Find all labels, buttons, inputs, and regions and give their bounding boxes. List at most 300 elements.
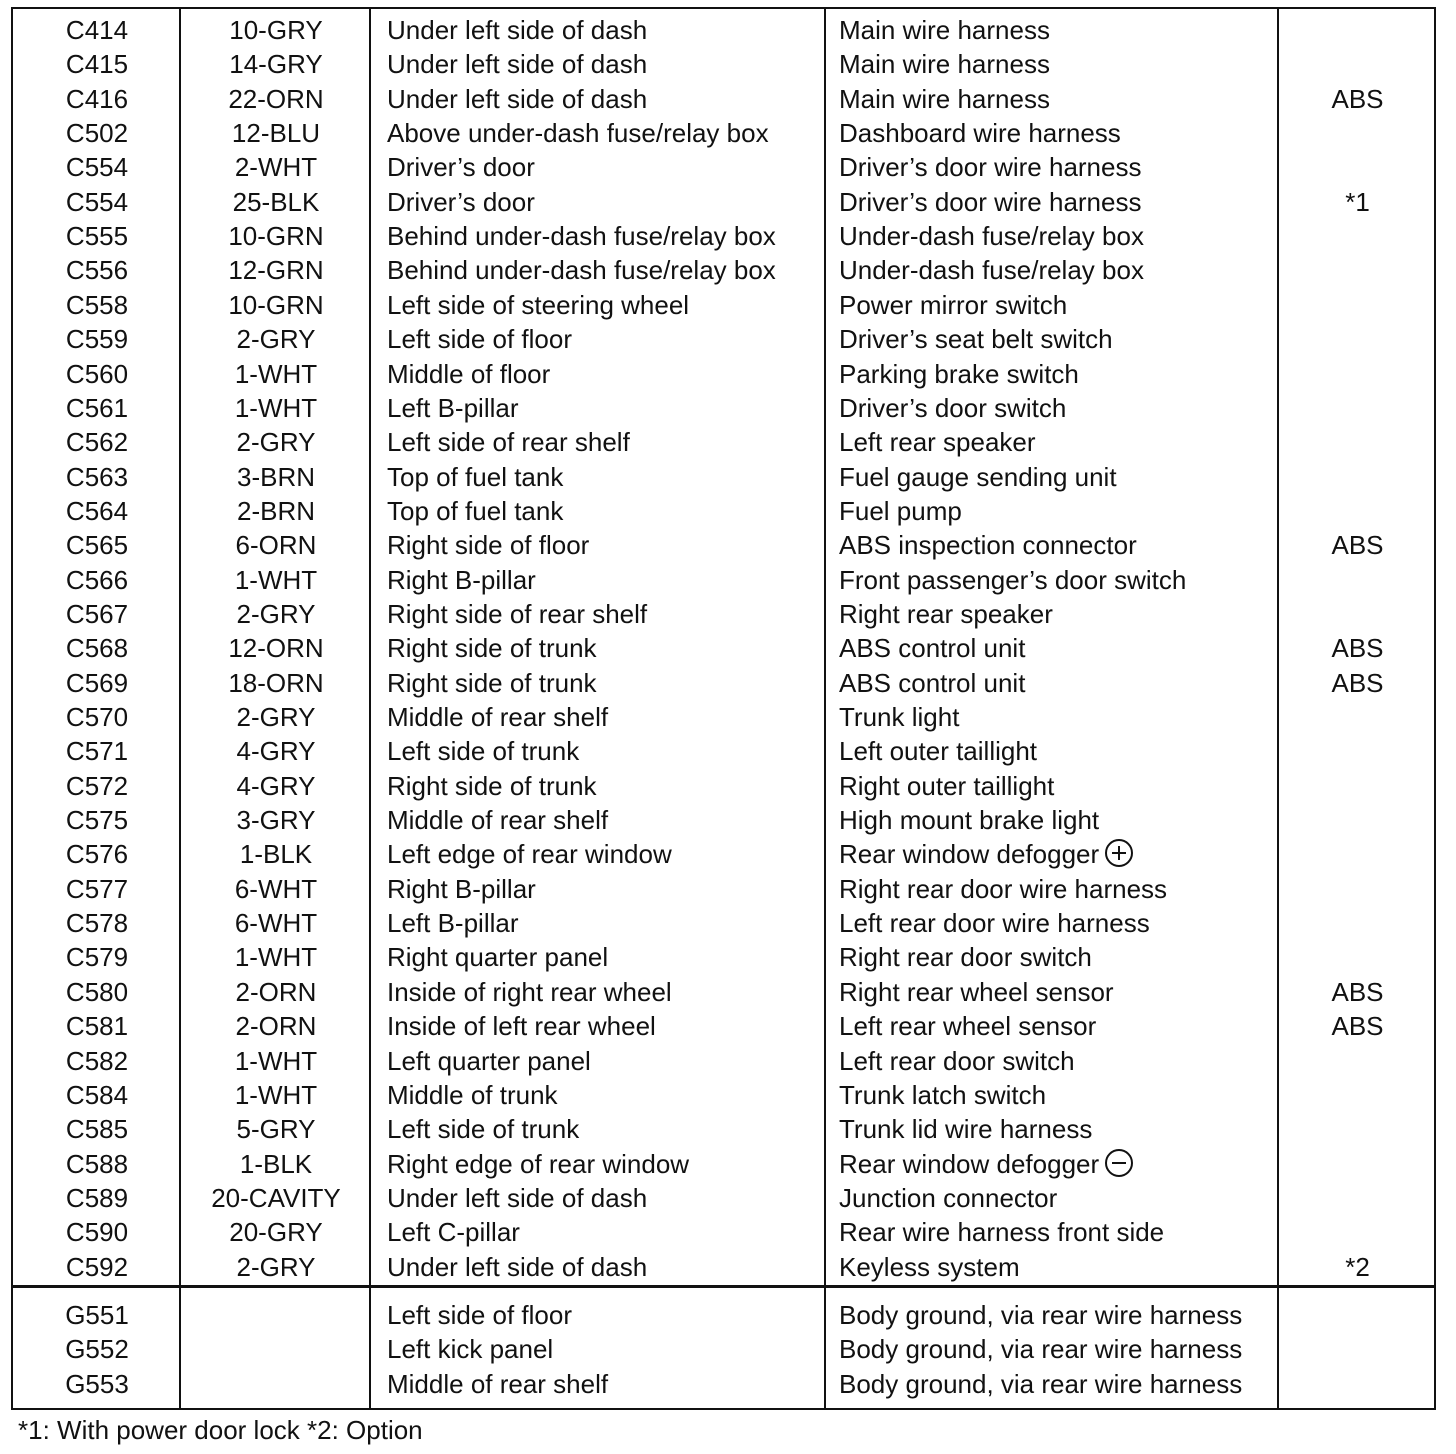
pin-color-cell bbox=[181, 1215, 371, 1249]
connector-id-text: C584 bbox=[65, 1079, 129, 1110]
location-cell bbox=[387, 1078, 827, 1112]
location-text: Middle of trunk bbox=[387, 1079, 558, 1110]
connector-id-text: C576 bbox=[65, 839, 129, 870]
pin-color-text: 14-GRY bbox=[229, 49, 323, 80]
connector-id-cell bbox=[13, 460, 181, 494]
connector-id-cell bbox=[13, 288, 181, 322]
component-cell bbox=[839, 1009, 1279, 1043]
note-cell bbox=[1279, 837, 1436, 871]
component-cell bbox=[839, 1298, 1279, 1332]
component-text: Junction connector bbox=[839, 1182, 1058, 1213]
note-cell bbox=[1279, 1367, 1436, 1401]
pin-color-text: 10-GRN bbox=[228, 289, 324, 320]
table-row bbox=[13, 494, 1434, 528]
location-text: Middle of rear shelf bbox=[387, 1368, 609, 1399]
pin-color-text: 12-GRN bbox=[228, 255, 324, 286]
connector-id-cell bbox=[13, 906, 181, 940]
connector-id-cell bbox=[13, 700, 181, 734]
location-text: Above under-dash fuse/relay box bbox=[387, 118, 769, 149]
table-row bbox=[13, 837, 1434, 871]
location-cell bbox=[387, 1215, 827, 1249]
note-cell bbox=[1279, 116, 1436, 150]
location-text: Left B-pillar bbox=[387, 908, 519, 939]
location-cell bbox=[387, 47, 827, 81]
location-cell bbox=[387, 1112, 827, 1146]
note-text: ABS bbox=[1331, 667, 1384, 698]
location-cell bbox=[387, 769, 827, 803]
pin-color-cell bbox=[181, 837, 371, 871]
connector-id-text: C502 bbox=[65, 118, 129, 149]
connector-id-cell bbox=[13, 1009, 181, 1043]
pin-color-cell bbox=[181, 253, 371, 287]
table-row bbox=[13, 803, 1434, 837]
location-cell bbox=[387, 734, 827, 768]
location-text: Under left side of dash bbox=[387, 15, 648, 45]
table-row bbox=[13, 1298, 1434, 1332]
pin-color-text: 4-GRY bbox=[236, 770, 316, 801]
note-cell bbox=[1279, 185, 1436, 219]
connector-id-text: C569 bbox=[65, 667, 129, 698]
component-text: ABS control unit bbox=[839, 633, 1026, 664]
component-text: Main wire harness bbox=[839, 83, 1050, 114]
table-row bbox=[13, 631, 1434, 665]
table-row bbox=[13, 1112, 1434, 1146]
component-text: Trunk lid wire harness bbox=[839, 1114, 1093, 1145]
note-cell bbox=[1279, 288, 1436, 322]
component-text: Fuel pump bbox=[839, 495, 962, 526]
connector-id-cell bbox=[13, 597, 181, 631]
note-text: ABS bbox=[1331, 1011, 1384, 1042]
component-text: Right rear speaker bbox=[839, 598, 1053, 629]
location-text: Left C-pillar bbox=[387, 1217, 520, 1248]
pin-color-text: 3-BRN bbox=[236, 461, 315, 492]
component-cell bbox=[839, 116, 1279, 150]
note-cell bbox=[1279, 322, 1436, 356]
location-cell bbox=[387, 563, 827, 597]
component-cell bbox=[839, 47, 1279, 81]
location-cell bbox=[387, 666, 827, 700]
connector-id-text: C577 bbox=[65, 873, 129, 904]
pin-color-cell bbox=[181, 322, 371, 356]
pin-color-cell bbox=[181, 82, 371, 116]
table-row bbox=[13, 185, 1434, 219]
note-text: *2 bbox=[1345, 1251, 1370, 1282]
connector-id-text: C572 bbox=[65, 770, 129, 801]
circled-minus-icon bbox=[1105, 1149, 1133, 1177]
connector-id-cell bbox=[13, 631, 181, 665]
component-text: Fuel gauge sending unit bbox=[839, 461, 1117, 492]
pin-color-cell bbox=[181, 150, 371, 184]
location-text: Left side of floor bbox=[387, 1300, 572, 1330]
pin-color-cell bbox=[181, 13, 371, 47]
pin-color-text: 2-GRY bbox=[236, 427, 316, 458]
connector-id-text: C589 bbox=[65, 1182, 129, 1213]
location-text: Middle of rear shelf bbox=[387, 702, 609, 732]
connector-id-text: C592 bbox=[65, 1251, 129, 1282]
connector-id-text: C570 bbox=[65, 702, 129, 732]
location-cell bbox=[387, 837, 827, 871]
component-text: ABS control unit bbox=[839, 667, 1026, 698]
connector-id-cell bbox=[13, 1147, 181, 1181]
note-cell bbox=[1279, 47, 1436, 81]
connector-id-cell bbox=[13, 769, 181, 803]
location-cell bbox=[387, 872, 827, 906]
pin-color-text: 1-WHT bbox=[234, 392, 318, 423]
location-text: Left side of floor bbox=[387, 324, 572, 355]
pin-color-text: 1-WHT bbox=[234, 1079, 318, 1110]
component-cell bbox=[839, 837, 1279, 871]
connector-id-text: G553 bbox=[65, 1368, 129, 1399]
connector-id-cell bbox=[13, 872, 181, 906]
location-cell bbox=[387, 116, 827, 150]
location-cell bbox=[387, 150, 827, 184]
table-row bbox=[13, 1078, 1434, 1112]
table-row bbox=[13, 47, 1434, 81]
component-text: Under-dash fuse/relay box bbox=[839, 255, 1144, 286]
pin-color-cell bbox=[181, 975, 371, 1009]
note-text: ABS bbox=[1331, 83, 1384, 114]
connector-id-cell bbox=[13, 116, 181, 150]
connector-id-cell bbox=[13, 803, 181, 837]
location-cell bbox=[387, 700, 827, 734]
pin-color-text: 6-ORN bbox=[235, 530, 317, 561]
note-text: ABS bbox=[1331, 976, 1384, 1007]
connector-id-text: C582 bbox=[65, 1045, 129, 1076]
note-cell bbox=[1279, 391, 1436, 425]
location-text: Under left side of dash bbox=[387, 1182, 648, 1213]
component-text: Trunk light bbox=[839, 702, 960, 732]
connector-id-text: C581 bbox=[65, 1011, 129, 1042]
component-cell bbox=[839, 1181, 1279, 1215]
pin-color-cell bbox=[181, 47, 371, 81]
component-cell bbox=[839, 563, 1279, 597]
connector-id-text: C578 bbox=[65, 908, 129, 939]
location-cell bbox=[387, 940, 827, 974]
connector-id-cell bbox=[13, 425, 181, 459]
table-row bbox=[13, 734, 1434, 768]
note-cell bbox=[1279, 13, 1436, 47]
location-text: Right side of rear shelf bbox=[387, 598, 648, 629]
note-cell bbox=[1279, 940, 1436, 974]
component-cell bbox=[839, 1147, 1279, 1181]
component-cell bbox=[839, 391, 1279, 425]
footnote: *1: With power door lock *2: Option bbox=[18, 1415, 423, 1445]
component-cell bbox=[839, 631, 1279, 665]
component-cell bbox=[839, 460, 1279, 494]
pin-color-text: 22-ORN bbox=[228, 83, 324, 114]
location-cell bbox=[387, 82, 827, 116]
component-text: Front passenger’s door switch bbox=[839, 564, 1187, 595]
connector-id-text: C579 bbox=[65, 942, 129, 973]
connector-id-cell bbox=[13, 666, 181, 700]
component-text: Right rear wheel sensor bbox=[839, 976, 1114, 1007]
location-text: Right side of floor bbox=[387, 530, 590, 561]
location-cell bbox=[387, 1332, 827, 1366]
pin-color-cell bbox=[181, 1298, 371, 1332]
connector-id-cell bbox=[13, 1298, 181, 1332]
table-row bbox=[13, 82, 1434, 116]
component-text: Left outer taillight bbox=[839, 736, 1038, 767]
pin-color-text: 10-GRN bbox=[228, 221, 324, 252]
component-text: Left rear speaker bbox=[839, 427, 1036, 458]
component-cell bbox=[839, 597, 1279, 631]
connector-id-cell bbox=[13, 1112, 181, 1146]
location-text: Driver’s door bbox=[387, 152, 535, 183]
connector-id-cell bbox=[13, 1367, 181, 1401]
note-cell bbox=[1279, 253, 1436, 287]
connector-id-cell bbox=[13, 1332, 181, 1366]
pin-color-cell bbox=[181, 1009, 371, 1043]
connector-id-text: C575 bbox=[65, 805, 129, 836]
table-row bbox=[13, 597, 1434, 631]
pin-color-text: 2-ORN bbox=[235, 976, 317, 1007]
connector-table bbox=[11, 7, 1436, 1410]
location-text: Left kick panel bbox=[387, 1334, 554, 1365]
component-cell bbox=[839, 906, 1279, 940]
location-cell bbox=[387, 1367, 827, 1401]
connector-id-text: C561 bbox=[65, 392, 129, 423]
pin-color-cell bbox=[181, 1147, 371, 1181]
pin-color-text: 2-BRN bbox=[236, 495, 315, 526]
note-cell bbox=[1279, 734, 1436, 768]
component-cell bbox=[839, 13, 1279, 47]
connector-id-cell bbox=[13, 185, 181, 219]
component-text: Driver’s door switch bbox=[839, 392, 1067, 423]
table-row bbox=[13, 253, 1434, 287]
pin-color-cell bbox=[181, 1250, 371, 1284]
location-cell bbox=[387, 597, 827, 631]
location-cell bbox=[387, 425, 827, 459]
component-text: ABS inspection connector bbox=[839, 530, 1137, 561]
note-cell bbox=[1279, 1147, 1436, 1181]
table-row bbox=[13, 1147, 1434, 1181]
connector-id-text: C563 bbox=[65, 461, 129, 492]
connector-id-cell bbox=[13, 322, 181, 356]
connector-id-cell bbox=[13, 494, 181, 528]
location-cell bbox=[387, 253, 827, 287]
note-cell bbox=[1279, 425, 1436, 459]
pin-color-text: 2-GRY bbox=[236, 1251, 316, 1282]
connector-id-text: C567 bbox=[65, 598, 129, 629]
table-row bbox=[13, 425, 1434, 459]
component-cell bbox=[839, 1215, 1279, 1249]
location-text: Left side of rear shelf bbox=[387, 427, 630, 458]
location-cell bbox=[387, 13, 827, 47]
location-cell bbox=[387, 219, 827, 253]
pin-color-text: 10-GRY bbox=[229, 15, 323, 45]
component-text: Keyless system bbox=[839, 1251, 1020, 1282]
location-text: Left side of trunk bbox=[387, 736, 580, 767]
location-cell bbox=[387, 528, 827, 562]
table-row bbox=[13, 13, 1434, 47]
connector-id-text: C580 bbox=[65, 976, 129, 1007]
table-row bbox=[13, 1332, 1434, 1366]
connector-id-cell bbox=[13, 837, 181, 871]
connector-id-text: C556 bbox=[65, 255, 129, 286]
note-cell bbox=[1279, 1332, 1436, 1366]
location-cell bbox=[387, 185, 827, 219]
note-cell bbox=[1279, 1181, 1436, 1215]
connector-id-cell bbox=[13, 975, 181, 1009]
location-text: Inside of right rear wheel bbox=[387, 976, 672, 1007]
note-cell bbox=[1279, 1250, 1436, 1284]
connector-id-cell bbox=[13, 47, 181, 81]
note-cell bbox=[1279, 1298, 1436, 1332]
connector-id-text: C416 bbox=[65, 83, 129, 114]
pin-color-text: 5-GRY bbox=[236, 1114, 316, 1145]
pin-color-cell bbox=[181, 563, 371, 597]
note-cell bbox=[1279, 666, 1436, 700]
connector-id-cell bbox=[13, 563, 181, 597]
location-text: Top of fuel tank bbox=[387, 461, 564, 492]
note-cell bbox=[1279, 82, 1436, 116]
pin-color-text: 1-WHT bbox=[234, 1045, 318, 1076]
component-text: Trunk latch switch bbox=[839, 1079, 1047, 1110]
note-cell bbox=[1279, 872, 1436, 906]
component-text: Rear window defogger bbox=[839, 1148, 1100, 1179]
component-text: Driver’s door wire harness bbox=[839, 186, 1142, 217]
location-cell bbox=[387, 906, 827, 940]
pin-color-text: 18-ORN bbox=[228, 667, 324, 698]
note-cell bbox=[1279, 528, 1436, 562]
component-cell bbox=[839, 1332, 1279, 1366]
component-cell bbox=[839, 872, 1279, 906]
pin-color-cell bbox=[181, 940, 371, 974]
location-text: Driver’s door bbox=[387, 186, 535, 217]
component-text: Main wire harness bbox=[839, 15, 1050, 45]
connector-id-text: C588 bbox=[65, 1148, 129, 1179]
note-cell bbox=[1279, 460, 1436, 494]
connector-id-text: C585 bbox=[65, 1114, 129, 1145]
pin-color-cell bbox=[181, 425, 371, 459]
component-cell bbox=[839, 803, 1279, 837]
pin-color-cell bbox=[181, 769, 371, 803]
connector-id-cell bbox=[13, 734, 181, 768]
pin-color-text: 12-ORN bbox=[228, 633, 324, 664]
table-row bbox=[13, 700, 1434, 734]
component-text: Left rear wheel sensor bbox=[839, 1011, 1097, 1042]
connector-id-cell bbox=[13, 1215, 181, 1249]
table-row bbox=[13, 1215, 1434, 1249]
table-row bbox=[13, 1367, 1434, 1401]
pin-color-cell bbox=[181, 597, 371, 631]
component-cell bbox=[839, 253, 1279, 287]
connector-id-cell bbox=[13, 150, 181, 184]
component-text: Parking brake switch bbox=[839, 358, 1079, 389]
note-cell bbox=[1279, 357, 1436, 391]
connector-id-text: C554 bbox=[65, 186, 129, 217]
location-text: Under left side of dash bbox=[387, 49, 648, 80]
component-text: Right outer taillight bbox=[839, 770, 1055, 801]
location-text: Right B-pillar bbox=[387, 564, 536, 595]
connector-id-text: C555 bbox=[65, 221, 129, 252]
note-text: *1 bbox=[1345, 186, 1370, 217]
component-text: Body ground, via rear wire harness bbox=[839, 1334, 1243, 1365]
location-text: Left B-pillar bbox=[387, 392, 519, 423]
component-text: Power mirror switch bbox=[839, 289, 1068, 320]
location-text: Right quarter panel bbox=[387, 942, 609, 973]
table-row bbox=[13, 563, 1434, 597]
table-row bbox=[13, 1044, 1434, 1078]
pin-color-cell bbox=[181, 906, 371, 940]
location-cell bbox=[387, 1147, 827, 1181]
component-cell bbox=[839, 528, 1279, 562]
pin-color-cell bbox=[181, 803, 371, 837]
connector-id-text: C554 bbox=[65, 152, 129, 183]
pin-color-cell bbox=[181, 460, 371, 494]
pin-color-cell bbox=[181, 734, 371, 768]
component-cell bbox=[839, 425, 1279, 459]
connector-id-text: C565 bbox=[65, 530, 129, 561]
component-text: Body ground, via rear wire harness bbox=[839, 1368, 1243, 1399]
note-cell bbox=[1279, 563, 1436, 597]
component-text: Dashboard wire harness bbox=[839, 118, 1121, 149]
component-cell bbox=[839, 494, 1279, 528]
pin-color-cell bbox=[181, 391, 371, 425]
pin-color-text: 2-GRY bbox=[236, 702, 316, 732]
component-text: High mount brake light bbox=[839, 805, 1100, 836]
location-text: Left side of trunk bbox=[387, 1114, 580, 1145]
section-divider bbox=[13, 1285, 1434, 1288]
connector-id-cell bbox=[13, 1250, 181, 1284]
pin-color-cell bbox=[181, 700, 371, 734]
table-row bbox=[13, 460, 1434, 494]
note-cell bbox=[1279, 1009, 1436, 1043]
location-cell bbox=[387, 1009, 827, 1043]
note-cell bbox=[1279, 150, 1436, 184]
location-cell bbox=[387, 391, 827, 425]
connector-id-cell bbox=[13, 528, 181, 562]
connector-id-text: C566 bbox=[65, 564, 129, 595]
note-cell bbox=[1279, 700, 1436, 734]
pin-color-text: 2-GRY bbox=[236, 324, 316, 355]
table-row bbox=[13, 975, 1434, 1009]
table-row bbox=[13, 528, 1434, 562]
note-text: ABS bbox=[1331, 530, 1384, 561]
component-cell bbox=[839, 185, 1279, 219]
location-cell bbox=[387, 803, 827, 837]
note-cell bbox=[1279, 494, 1436, 528]
pin-color-cell bbox=[181, 666, 371, 700]
pin-color-cell bbox=[181, 219, 371, 253]
connector-id-text: C571 bbox=[65, 736, 129, 767]
component-cell bbox=[839, 1250, 1279, 1284]
pin-color-cell bbox=[181, 528, 371, 562]
note-cell bbox=[1279, 1215, 1436, 1249]
pin-color-text: 20-CAVITY bbox=[211, 1182, 341, 1213]
table-row bbox=[13, 906, 1434, 940]
note-cell bbox=[1279, 769, 1436, 803]
pin-color-cell bbox=[181, 185, 371, 219]
connector-id-text: C559 bbox=[65, 324, 129, 355]
table-row bbox=[13, 219, 1434, 253]
pin-color-text: 25-BLK bbox=[232, 186, 320, 217]
pin-color-text: 3-GRY bbox=[236, 805, 316, 836]
connector-id-cell bbox=[13, 82, 181, 116]
connector-id-text: C564 bbox=[65, 495, 129, 526]
table-row bbox=[13, 322, 1434, 356]
pin-color-text: 1-WHT bbox=[234, 942, 318, 973]
pin-color-text: 2-WHT bbox=[234, 152, 318, 183]
pin-color-cell bbox=[181, 1367, 371, 1401]
component-cell bbox=[839, 769, 1279, 803]
pin-color-text: 20-GRY bbox=[229, 1217, 323, 1248]
connector-id-text: G552 bbox=[65, 1334, 129, 1365]
component-cell bbox=[839, 322, 1279, 356]
pin-color-cell bbox=[181, 494, 371, 528]
table-row bbox=[13, 769, 1434, 803]
location-text: Middle of rear shelf bbox=[387, 805, 609, 836]
